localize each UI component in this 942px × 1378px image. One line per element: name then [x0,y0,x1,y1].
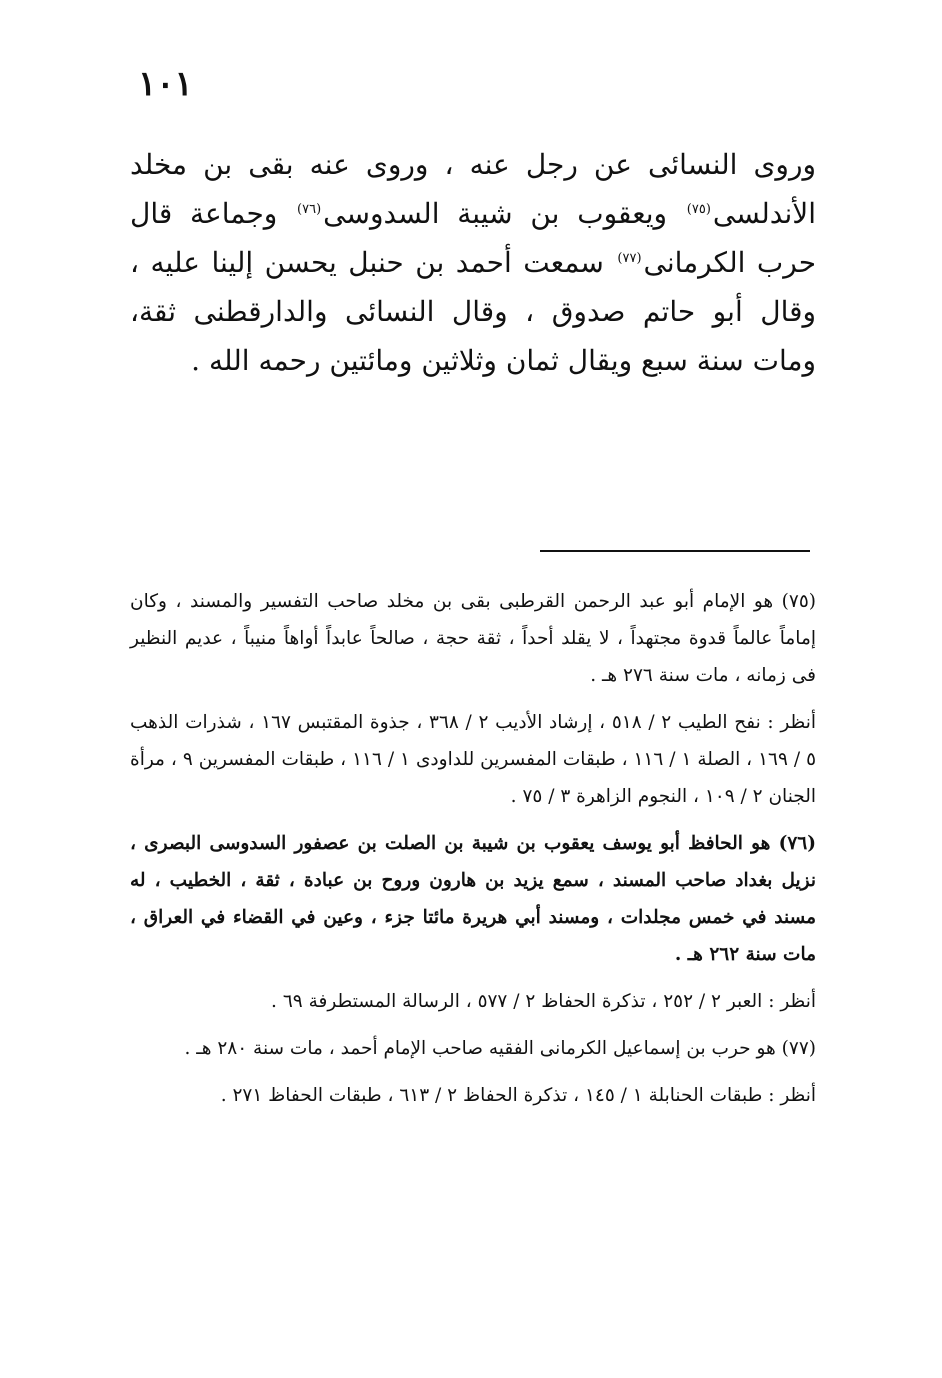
page-number: ١٠١ [138,64,193,104]
main-text-part-1: وروى النسائى عن رجل عنه ، وروى عنه بقى بن مخلد الأندلسى [130,148,817,230]
main-text [130,140,816,385]
main-text-part-4: سمعت أحمد بن حنبل يحسن إلينا عليه ، وقال أبو حاتم صدوق ، وقال النسائى والدارقطنى ثقة، ومات سنة سبع ويقال ثمان وثلاثين ومائتين رحمه الله . [130,246,816,377]
footnote-ref-75: (٧٥) [686,201,711,217]
footnote-75-references: أنظر : نفح الطيب ٢ / ٥١٨ ، إرشاد الأديب ٢ / ٣٦٨ ، جذوة المقتبس ١٦٧ ، شذرات الذهب ٥ / ١٦٩ ، الصلة ١ / ١١٦ ، طبقات المفسرين للداودى ١ / ١١٦ ، طبقات المفسرين ٩ ، مرأة الجنان ٢ / ١٠٩ ، النجوم الزاهرة ٣ / ٧٥ . [130,712,817,807]
footnote-ref-77: (٧٧) [617,250,642,266]
main-paragraph [130,140,816,385]
footnotes [130,583,816,1124]
footnote-separator [540,550,810,552]
footnote-ref-76: (٧٦) [297,201,322,217]
footnote-76: (٧٦) هو الحافظ أبو يوسف يعقوب بن شيبة بن الصلت بن عصفور السدوسى البصرى ، نزيل بغداد صاحب المسند ، سمع يزيد بن هارون وروح بن عبادة ، ثقة ، الخطيب ، له مسند في خمس مجلدات ، ومسند أبي هريرة مائتا جزء ، وعين في القضاء في العراق ، مات سنة ٢٦٢ هـ . [130,833,816,965]
footnote-75: (٧٥) هو الإمام أبو عبد الرحمن القرطبى بقى بن مخلد صاحب التفسير والمسند ، وكان إماماً عالماً قدوة مجتهداً ، لا يقلد أحداً ، ثقة حجة ، صالحاً عابداً أواهاً منيباً ، عديم النظير فى زمانه ، مات سنة ٢٧٦ هـ . [130,591,816,686]
footnote-77-references: أنظر : طبقات الحنابلة ١ / ١٤٥ ، تذكرة الحفاظ ٢ / ٦١٣ ، طبقات الحفاظ ٢٧١ . [220,1085,816,1106]
main-text-part-3: وجماعة قال حرب الكرمانى [130,197,816,279]
main-text-part-2: ويعقوب بن شيبة السدوسى [323,197,668,230]
footnote-76-references: أنظر : العبر ٢ / ٢٥٢ ، تذكرة الحفاظ ٢ / ٥٧٧ ، الرسالة المستطرفة ٦٩ . [271,991,816,1012]
footnote-77: (٧٧) هو حرب بن إسماعيل الكرمانى الفقيه صاحب الإمام أحمد ، مات سنة ٢٨٠ هـ . [184,1038,816,1059]
